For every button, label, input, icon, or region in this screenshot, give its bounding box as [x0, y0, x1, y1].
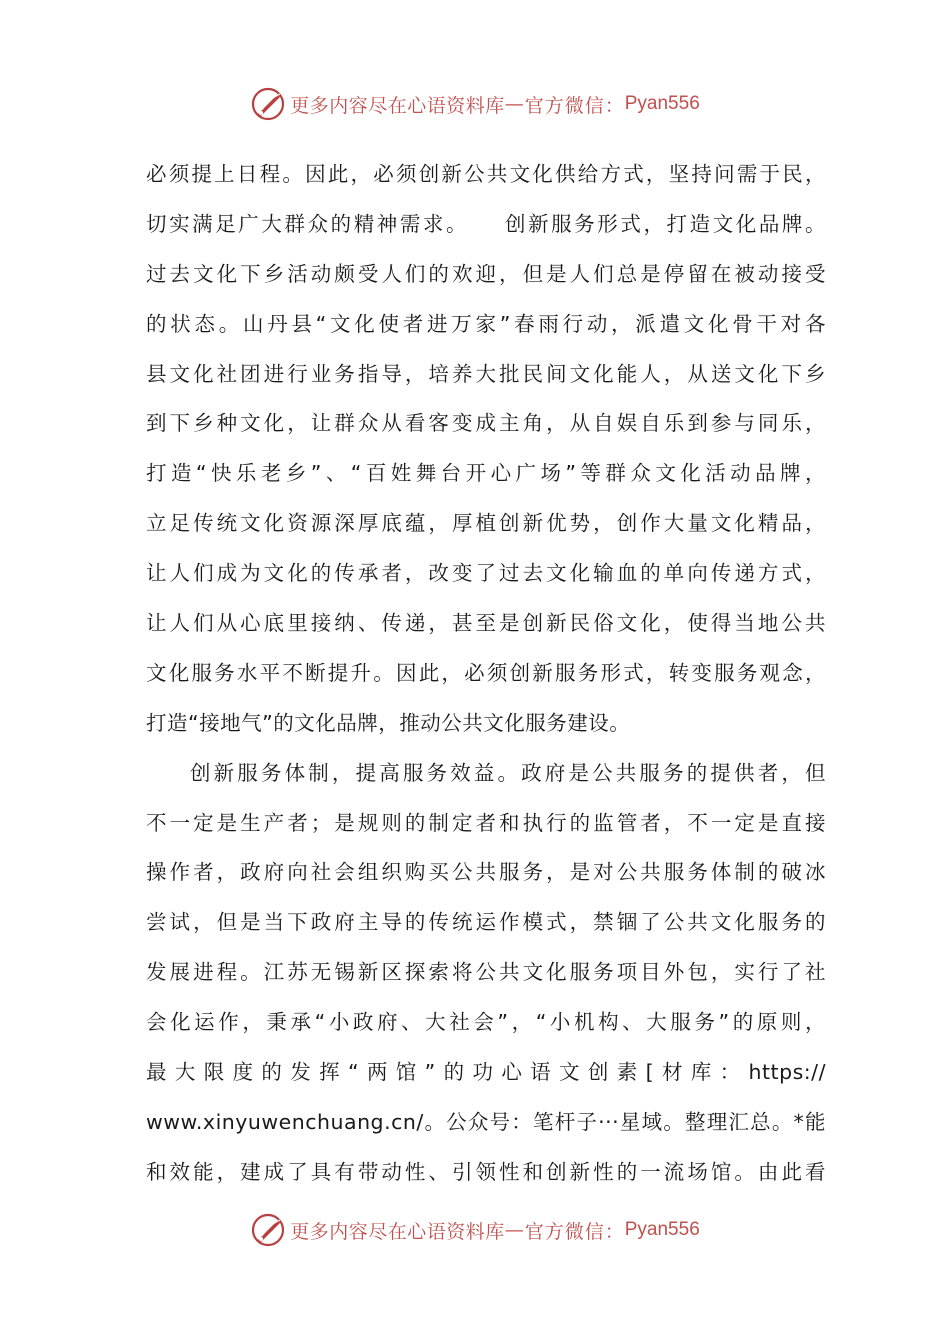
text-line: 让人们从心底里接纳、传递，甚至是创新民俗文化，使得当地公共: [146, 611, 826, 636]
text-line: 尝试，但是当下政府主导的传统运作模式，禁锢了公共文化服务的: [146, 910, 826, 935]
banner-wechat-handle: Pyan556: [624, 93, 700, 114]
banner-main-text: 更多内容尽在心语资料库: [290, 1220, 505, 1243]
quill-logo-icon: [250, 1212, 286, 1248]
banner-wechat-handle: Pyan556: [624, 1219, 700, 1240]
text-line: 必须提上日程。因此，必须创新公共文化供给方式，坚持问需于民，: [146, 162, 826, 186]
paragraph-first-line: 创新服务体制，提高服务效益。政府是公共服务的提供者，但: [190, 760, 826, 785]
banner-sub-text: 官方微信：: [524, 1220, 625, 1243]
document-body: [146, 150, 826, 1198]
banner-dash: —: [504, 93, 525, 115]
text-line: 发展进程。江苏无锡新区探索将公共文化服务项目外包，实行了社: [146, 960, 826, 985]
text-line: 县文化社团进行业务指导，培养大批民间文化能人，从送文化下乡: [146, 361, 826, 386]
text-line: 切实满足广大群众的精神需求。 创新服务形式，打造文化品牌。: [146, 211, 826, 236]
text-line: 和效能，建成了具有带动性、引领性和创新性的一流场馆。由此看: [146, 1159, 826, 1184]
text-line: 会化运作，秉承“小政府、大社会”，“小机构、大服务”的原则，: [146, 1010, 826, 1035]
text-line: 过去文化下乡活动颇受人们的欢迎，但是人们总是停留在被动接受: [146, 261, 826, 286]
text-line: 到下乡种文化，让群众从看客变成主角，从自娱自乐到参与同乐，: [146, 411, 826, 436]
text-line: 打造“快乐老乡”、“百姓舞台开心广场”等群众文化活动品牌，: [146, 461, 826, 486]
text-line: 的状态。山丹县“文化使者进万家”春雨行动，派遣文化骨干对各: [146, 311, 826, 336]
text-line: 操作者，政府向社会组织购买公共服务，是对公共服务体制的破冰: [146, 860, 826, 885]
banner-dash: —: [504, 1219, 525, 1241]
banner-main-text: 更多内容尽在心语资料库: [290, 94, 505, 117]
text-line: 打造“接地气”的文化品牌，推动公共文化服务建设。: [146, 710, 631, 735]
text-line: 不一定是生产者；是规则的制定者和执行的监管者，不一定是直接: [146, 810, 826, 835]
text-line: 文化服务水平不断提升。因此，必须创新服务形式，转变服务观念，: [146, 660, 826, 685]
text-line: www.xinyuwenchuang.cn/。公众号：笔杆子···星域。整理汇总。*能: [146, 1109, 826, 1134]
text-line: 让人们成为文化的传承者，改变了过去文化输血的单向传递方式，: [146, 561, 826, 586]
text-line: 最大限度的发挥“两馆”的功心语文创素[材库：https://: [146, 1060, 826, 1085]
footer-banner: [0, 1210, 950, 1250]
text-line: 立足传统文化资源深厚底蕴，厚植创新优势，创作大量文化精品，: [146, 511, 826, 536]
header-banner: [0, 84, 950, 124]
quill-logo-icon: [250, 86, 286, 122]
banner-sub-text: 官方微信：: [524, 94, 625, 117]
